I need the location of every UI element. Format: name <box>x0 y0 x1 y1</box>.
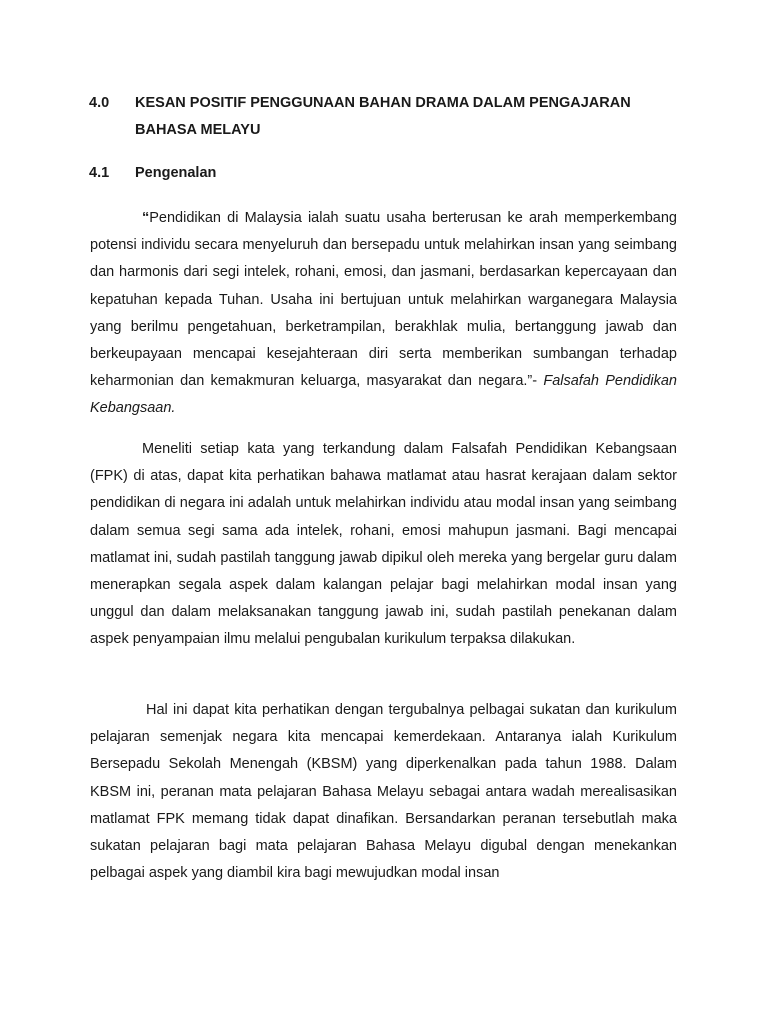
paragraph-quote-text: Pendidikan di Malaysia ialah suatu usaha berterusan ke arah memperkembang potensi individu secara menyeluruh dan bersepadu untuk melahirkan insan yang seimbang dan harmonis dari segi intelek, rohani, emosi, dan jasmani, berdasarkan kepercayaan dan kepatuhan kepada Tuhan. Usaha ini bertujuan untuk melahirkan warganegara Malaysia yang berilmu pengetahuan, berketrampilan, berakhlak mulia, bertanggung jawab dan berkeupayaan mencapai kesejahteraan diri serta memberikan sumbangan terhadap keharmonian dan kemakmuran keluarga, masyarakat dan negara.”- <box>90 210 677 390</box>
subsection-title: Pengenalan <box>135 165 217 181</box>
paragraph-body: Hal ini dapat kita perhatikan dengan tergubalnya pelbagai sukatan dan kurikulum pelajaran semenjak negara kita mencapai kemerdekaan. Antaranya ialah Kurikulum Bersepadu Sekolah Menengah (KBSM) yang diperkenalkan pada tahun 1988. Dalam KBSM ini, peranan mata pelajaran Bahasa Melayu sebagai antara wadah merealisasikan matlamat FPK memang tidak dapat dinafikan. Bersandarkan peranan tersebutlah maka sukatan pelajaran bagi mata pelajaran Bahasa Melayu digubal dengan menekankan pelbagai aspek yang diambil kira bagi mewujudkan modal insan <box>90 702 677 882</box>
opening-quote-mark: “ <box>142 210 150 226</box>
section-number: 4.0 <box>89 95 110 111</box>
quote-source: Falsafah Pendidikan Kebangsaan. <box>90 373 677 417</box>
subsection-number: 4.1 <box>89 165 110 181</box>
section-title: KESAN POSITIF PENGGUNAAN BAHAN DRAMA DALAM PENGAJARAN BAHASA MELAYU <box>135 95 631 138</box>
paragraph-quote <box>90 205 677 423</box>
paragraph-body: Meneliti setiap kata yang terkandung dalam Falsafah Pendidikan Kebangsaan (FPK) di atas, dapat kita perhatikan bahawa matlamat atau hasrat kerajaan dalam sektor pendidikan di negara ini adalah untuk melahirkan individu atau modal insan yang seimbang dalam semua segi sama ada intelek, rohani, emosi mahupun jasmani. Bagi mencapai matlamat ini, sudah pastilah tanggung jawab dipikul oleh mereka yang bergelar guru dalam menerapkan segala aspek dalam kalangan pelajar bagi melahirkan modal insan yang unggul dan dalam melaksanakan tanggung jawab ini, sudah pastilah penekanan dalam aspek penyampaian ilmu melalui pengubalan kurikulum terpaksa dilakukan. <box>90 441 677 648</box>
